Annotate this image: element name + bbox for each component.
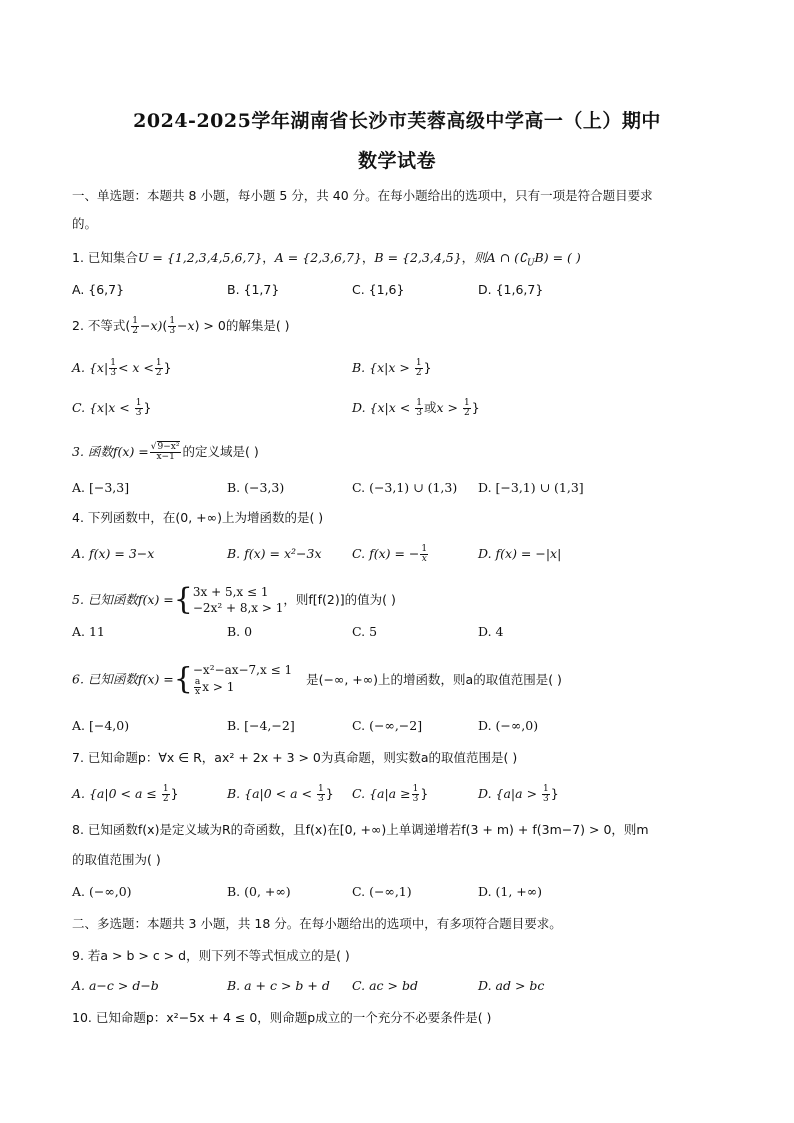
q7-option-d[interactable]: D. {a|a > $\frac{1}{3}$ }: [478, 784, 559, 804]
q6-option-d[interactable]: D. (−∞,0): [478, 718, 539, 733]
question-7: 7. 已知命题p：∀x ∈ R，ax² + 2x + 3 > 0为真命题，则实数a的取值范围是( ): [72, 750, 518, 765]
q4-options: [72, 544, 732, 564]
question-4: 4. 下列函数中，在(0, +∞)上为增函数的是( ): [72, 510, 324, 525]
q4-option-a[interactable]: A. f(x) = 3−x: [72, 546, 155, 561]
q8-option-b[interactable]: B. (0, +∞): [227, 884, 291, 899]
q3-option-b[interactable]: B. (−3,3): [227, 480, 285, 495]
q5-tail: ，则f[f(2)]的值为( ): [283, 592, 396, 607]
q3-fraction: $\frac{\text{√9−x²}}{x-1}$: [150, 442, 180, 462]
question-10: 10. 已知命题p：x²−5x + 4 ≤ 0，则命题p成立的一个充分不必要条件是( ): [72, 1010, 492, 1025]
q6-option-a[interactable]: A. [−4,0): [72, 718, 130, 733]
question-8: 8. 已知函数f(x)是定义域为R的奇函数，且f(x)在[0, +∞)上单调递增若f(3 + m) + f(3m−7) > 0，则m: [72, 822, 649, 837]
q5-brace: {: [173, 582, 193, 617]
q9-option-a[interactable]: A. a−c > d−b: [72, 978, 159, 993]
q5-option-d[interactable]: D. 4: [478, 624, 504, 639]
q1-ask: 则A ∩ (∁: [474, 250, 527, 265]
q3-options: [72, 478, 732, 498]
q6-option-c[interactable]: C. (−∞,−2]: [352, 718, 423, 733]
exam-subtitle: 数学试卷: [357, 150, 436, 172]
q2-options-row2: [72, 398, 732, 418]
q1-option-c[interactable]: C. {1,6}: [352, 282, 405, 297]
q1-options: [72, 280, 732, 300]
q8-option-a[interactable]: A. (−∞,0): [72, 884, 132, 899]
question-2: 2. 不等式( $\frac{1}{2}$ −x)( $\frac{1}{3}$ −x) > 0的解集是( ): [72, 316, 290, 336]
question-1: 1. 已知集合U = {1,2,3,4,5,6,7}，A = {2,3,6,7}，B = {2,3,4,5}，则A ∩ $(∁_UB)$ = ( ): [72, 250, 581, 269]
q7-option-c[interactable]: C. {a|a ≥ $\frac{1}{3}$ }: [352, 784, 429, 804]
q3-prefix: 3. 函数f(x) =: [72, 444, 149, 459]
q1-ask-tail: B) = ( ): [534, 250, 581, 265]
q2-options-row1: [72, 358, 732, 378]
q1-option-d[interactable]: D. {1,6,7}: [478, 282, 544, 297]
q8-options: [72, 882, 732, 902]
q1-set-b: B = {2,3,4,5}: [374, 250, 462, 265]
section-multiple-choice-instructions: 二、多选题：本题共 3 小题，共 18 分。在每小题给出的选项中，有多项符合题目要求。: [72, 916, 562, 931]
q9-option-b[interactable]: B. a + c > b + d: [227, 978, 330, 993]
q1-option-b[interactable]: B. {1,7}: [227, 282, 280, 297]
q8-option-d[interactable]: D. (1, +∞): [478, 884, 543, 899]
q2-frac-third: $\frac{1}{3}$: [169, 316, 176, 336]
q1-set-a: A = {2,3,6,7}: [274, 250, 362, 265]
q1-ask-sub: U: [526, 258, 535, 269]
q4-option-c[interactable]: C. f(x) = − $\frac{1}{x}$: [352, 544, 428, 564]
q3-option-a[interactable]: A. [−3,3]: [72, 480, 130, 495]
q5-options: [72, 622, 732, 642]
q6-option-b[interactable]: B. [−4,−2]: [227, 718, 295, 733]
question-5: [72, 582, 732, 617]
q6-prefix: 6. 已知函数f(x) =: [72, 671, 174, 687]
q7-option-b[interactable]: B. {a|0 < a < $\frac{1}{3}$ }: [227, 784, 334, 804]
section-single-choice-instructions-cont: 的。: [72, 216, 98, 231]
q7-options: [72, 784, 732, 804]
q1-option-a[interactable]: A. {6,7}: [72, 282, 125, 297]
q6-options: [72, 716, 732, 736]
q7-option-a[interactable]: A. {a|0 < a ≤ $\frac{1}{2}$ }: [72, 784, 179, 804]
q6-piecewise: −x²−ax−7,x ≤ 1 $\frac{a}{x}$ x > 1: [192, 663, 293, 697]
q2-prefix: 2. 不等式(: [72, 318, 131, 333]
q2-tail: ) > 0的解集是( ): [194, 318, 290, 333]
q9-option-c[interactable]: C. ac > bd: [352, 978, 418, 993]
q1-prefix: 1. 已知集合: [72, 250, 138, 265]
q5-option-a[interactable]: A. 11: [72, 624, 105, 639]
q2-option-d[interactable]: D. {x|x < $\frac{1}{3}$ 或x > $\frac{1}{2}$ }: [352, 398, 480, 418]
question-8-cont: 的取值范围为( ): [72, 852, 161, 867]
q5-prefix: 5. 已知函数f(x) =: [72, 592, 174, 607]
q2-option-b[interactable]: B. {x|x > $\frac{1}{2}$ }: [352, 358, 432, 378]
q5-option-c[interactable]: C. 5: [352, 624, 378, 639]
q1-set-u: U = {1,2,3,4,5,6,7}: [137, 250, 263, 265]
q6-tail: 是(−∞, +∞)上的增函数，则a的取值范围是( ): [306, 671, 562, 687]
q9-options: [72, 976, 732, 996]
q2-option-c[interactable]: C. {x|x < $\frac{1}{3}$ }: [72, 398, 152, 418]
section-single-choice-instructions: 一、单选题：本题共 8 小题，每小题 5 分，共 40 分。在每小题给出的选项中，只有一项是符合题目要求: [72, 188, 653, 203]
q4-option-b[interactable]: B. f(x) = x²−3x: [227, 546, 322, 561]
q3-option-d[interactable]: D. [−3,1) ∪ (1,3]: [478, 480, 584, 495]
q8-option-c[interactable]: C. (−∞,1): [352, 884, 412, 899]
q4-option-d[interactable]: D. f(x) = −|x|: [478, 546, 562, 561]
q3-option-c[interactable]: C. (−3,1) ∪ (1,3): [352, 480, 458, 495]
question-3: [72, 442, 732, 462]
q3-tail: 的定义域是( ): [182, 444, 259, 459]
question-9: 9. 若a > b > c > d，则下列不等式恒成立的是( ): [72, 948, 350, 963]
question-6: [72, 662, 732, 696]
exam-title: 2024-2025学年湖南省长沙市芙蓉高级中学高一（上）期中: [133, 110, 661, 132]
q5-piecewise: 3x + 5,x ≤ 1 −2x² + 8,x > 1: [192, 585, 284, 615]
q6-brace: {: [173, 661, 193, 697]
q2-frac-half: $\frac{1}{2}$: [132, 316, 139, 336]
q9-option-d[interactable]: D. ad > bc: [478, 978, 545, 993]
q5-option-b[interactable]: B. 0: [227, 624, 253, 639]
q2-option-a[interactable]: A. {x| $\frac{1}{3}$ < x < $\frac{1}{2}$ }: [72, 358, 172, 378]
